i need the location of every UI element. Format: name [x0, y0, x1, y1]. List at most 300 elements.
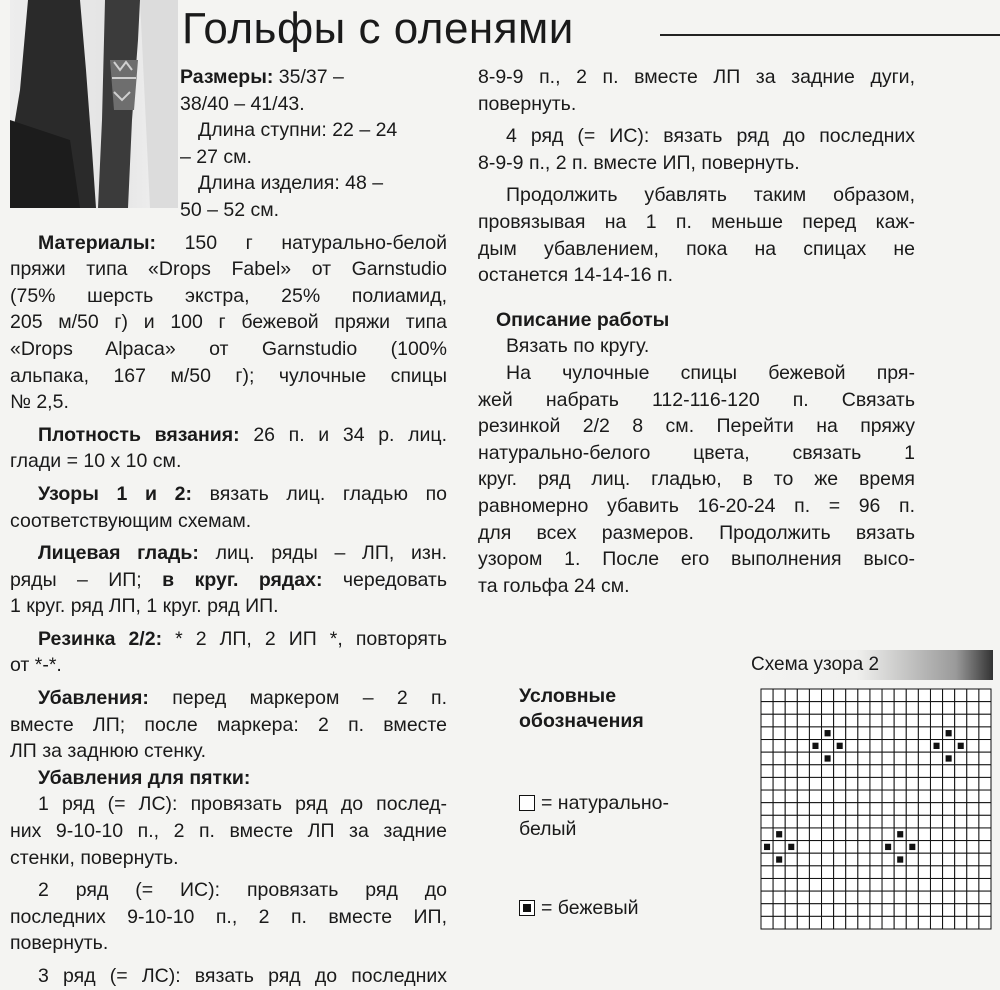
patterns-line-2: соответствующим схемам.: [10, 509, 252, 532]
grid-cell: [943, 904, 955, 917]
grid-cell: [930, 777, 942, 790]
grid-cell: [967, 828, 979, 841]
grid-cell: [930, 891, 942, 904]
grid-cell: [809, 727, 821, 740]
grid-cell: [809, 866, 821, 879]
grid-cell: [906, 878, 918, 891]
grid-cell: [858, 878, 870, 891]
grid-cell: [785, 702, 797, 715]
grid-cell: [930, 841, 942, 854]
grid-cell: [906, 828, 918, 841]
grid-cell: [785, 790, 797, 803]
grid-cell: [797, 866, 809, 879]
heel-line: 3 ряд (= ЛС): вязать ряд до последних: [38, 965, 447, 987]
grid-cell: [797, 916, 809, 929]
grid-cell: [955, 853, 967, 866]
grid-cell: [761, 904, 773, 917]
dec-line-3: ЛП за заднюю стенку.: [10, 740, 207, 763]
stockinette-line-3: 1 круг. ряд ЛП, 1 круг. ряд ИП.: [10, 595, 279, 618]
grid-cell: [906, 777, 918, 790]
stockinette-line: Лицевая гладь: лиц. ряды – ЛП, изн.: [38, 542, 448, 565]
grid-cell: [822, 702, 834, 715]
grid-cell: [979, 765, 991, 778]
grid-cell: [797, 752, 809, 765]
grid-cell: [870, 790, 882, 803]
grid-cell: [967, 878, 979, 891]
grid-cell: [955, 904, 967, 917]
grid-cell: [822, 740, 834, 753]
grid-cell: [882, 803, 894, 816]
grid-cell: [870, 765, 882, 778]
grid-cell: [834, 727, 846, 740]
left-column: [10, 64, 447, 990]
grid-cell: [906, 866, 918, 879]
grid-cell: [882, 727, 894, 740]
grid-cell: [858, 752, 870, 765]
grid-cell: [882, 714, 894, 727]
grid-cell: [870, 891, 882, 904]
grid-cell: [761, 853, 773, 866]
materials-line: (75% шерсть экстра, 25% полиамид,: [10, 284, 447, 307]
grid-cell: [858, 841, 870, 854]
grid-cell: [809, 828, 821, 841]
grid-cell: [785, 853, 797, 866]
grid-cell: [967, 765, 979, 778]
grid-cell: [773, 689, 785, 702]
grid-cell: [858, 702, 870, 715]
grid-cell: [955, 765, 967, 778]
item-length: Длина изделия: 48 –: [198, 172, 384, 195]
sizes-line: Размеры: 35/37 –: [180, 66, 344, 88]
grid-cell: [870, 777, 882, 790]
grid-cell: [809, 878, 821, 891]
grid-cell: [761, 740, 773, 753]
grid-cell: [882, 752, 894, 765]
page-title: Гольфы с оленями: [182, 4, 574, 53]
beige-stitch: [934, 743, 940, 749]
grid-cell: [906, 790, 918, 803]
grid-cell: [785, 916, 797, 929]
gauge-line: Плотность вязания: 26 п. и 34 р. лиц.: [38, 423, 447, 446]
grid-cell: [882, 878, 894, 891]
grid-cell: [797, 777, 809, 790]
grid-cell: [918, 853, 930, 866]
grid-cell: [809, 752, 821, 765]
grid-cell: [785, 815, 797, 828]
grid-cell: [858, 815, 870, 828]
grid-cell: [822, 790, 834, 803]
grid-cell: [846, 702, 858, 715]
beige-stitch: [764, 844, 770, 850]
foot-length: Длина ступни: 22 – 24: [198, 119, 398, 142]
grid-cell: [834, 689, 846, 702]
text-line: провязывая на 1 п. меньше перед каж-: [478, 210, 915, 233]
grid-cell: [967, 904, 979, 917]
grid-cell: [846, 790, 858, 803]
grid-cell: [785, 777, 797, 790]
grid-cell: [785, 765, 797, 778]
heel-line: последних 9-10-10 п., 2 п. вместе ИП,: [10, 905, 447, 928]
grid-cell: [955, 891, 967, 904]
grid-cell: [906, 714, 918, 727]
grid-cell: [846, 815, 858, 828]
grid-cell: [785, 803, 797, 816]
grid-cell: [967, 841, 979, 854]
grid-cell: [858, 866, 870, 879]
grid-cell: [906, 765, 918, 778]
grid-cell: [834, 790, 846, 803]
grid-cell: [943, 878, 955, 891]
grid-cell: [943, 916, 955, 929]
grid-cell: [797, 891, 809, 904]
grid-cell: [906, 702, 918, 715]
grid-cell: [930, 702, 942, 715]
grid-cell: [785, 714, 797, 727]
grid-cell: [930, 878, 942, 891]
grid-cell: [809, 841, 821, 854]
beige-stitch: [946, 755, 952, 761]
grid-cell: [797, 841, 809, 854]
grid-cell: [894, 790, 906, 803]
grid-cell: [943, 841, 955, 854]
grid-cell: [870, 853, 882, 866]
grid-cell: [979, 866, 991, 879]
grid-cell: [773, 752, 785, 765]
grid-cell: [906, 891, 918, 904]
scheme-label: Схема узора 2: [745, 650, 993, 680]
grid-cell: [943, 866, 955, 879]
grid-cell: [882, 828, 894, 841]
grid-cell: [967, 689, 979, 702]
grid-cell: [809, 853, 821, 866]
grid-cell: [809, 702, 821, 715]
grid-cell: [834, 702, 846, 715]
grid-cell: [943, 853, 955, 866]
grid-cell: [943, 689, 955, 702]
heel-heading: Убавления для пятки:: [38, 766, 251, 789]
grid-cell: [955, 702, 967, 715]
grid-cell: [761, 916, 773, 929]
grid-cell: [979, 904, 991, 917]
grid-cell: [773, 790, 785, 803]
grid-cell: [761, 803, 773, 816]
grid-cell: [797, 689, 809, 702]
grid-cell: [870, 904, 882, 917]
grid-cell: [906, 803, 918, 816]
grid-cell: [979, 702, 991, 715]
grid-cell: [955, 777, 967, 790]
grid-cell: [943, 777, 955, 790]
grid-cell: [906, 916, 918, 929]
grid-cell: [930, 765, 942, 778]
grid-cell: [834, 714, 846, 727]
grid-cell: [894, 841, 906, 854]
grid-cell: [809, 777, 821, 790]
grid-cell: [834, 765, 846, 778]
grid-cell: [809, 803, 821, 816]
grid-cell: [773, 891, 785, 904]
patterns-line: Узоры 1 и 2: вязать лиц. гладью по: [38, 482, 447, 505]
grid-cell: [918, 904, 930, 917]
grid-cell: [846, 714, 858, 727]
grid-cell: [858, 740, 870, 753]
grid-cell: [822, 904, 834, 917]
materials-line: № 2,5.: [10, 391, 69, 414]
grid-cell: [785, 904, 797, 917]
grid-cell: [846, 866, 858, 879]
beige-stitch: [897, 856, 903, 862]
grid-cell: [967, 740, 979, 753]
grid-cell: [858, 904, 870, 917]
grid-cell: [761, 891, 773, 904]
work-description-heading: Описание работы: [496, 308, 670, 331]
grid-cell: [979, 727, 991, 740]
work-line: Вязать по кругу.: [506, 335, 650, 358]
grid-cell: [918, 752, 930, 765]
right-column: [478, 64, 915, 599]
beige-stitch: [885, 844, 891, 850]
grid-cell: [906, 740, 918, 753]
grid-cell: [955, 790, 967, 803]
materials-line: альпака, 167 м/50 г); чулочные спицы: [10, 364, 447, 387]
grid-cell: [785, 878, 797, 891]
grid-cell: [858, 916, 870, 929]
grid-cell: [761, 878, 773, 891]
work-line: та гольфа 24 см.: [478, 574, 630, 597]
grid-cell: [870, 752, 882, 765]
grid-cell: [870, 727, 882, 740]
beige-stitch: [812, 743, 818, 749]
beige-stitch: [909, 844, 915, 850]
grid-cell: [822, 714, 834, 727]
grid-cell: [773, 740, 785, 753]
work-line: натурально-белого цвета, связать 1: [478, 441, 915, 464]
grid-cell: [773, 904, 785, 917]
beige-stitch: [946, 730, 952, 736]
title-rule: [660, 34, 1000, 36]
grid-cell: [809, 790, 821, 803]
materials-line: пряжи типа «Drops Fabel» от Garnstudio: [10, 258, 447, 281]
gauge-line-2: глади = 10 х 10 см.: [10, 450, 182, 473]
grid-cell: [858, 765, 870, 778]
grid-cell: [943, 803, 955, 816]
grid-cell: [930, 714, 942, 727]
text-line: 8-9-9 п., 2 п. вместе ИП, повернуть.: [478, 151, 800, 174]
grid-cell: [858, 828, 870, 841]
grid-cell: [943, 714, 955, 727]
grid-cell: [834, 841, 846, 854]
grid-cell: [797, 904, 809, 917]
grid-cell: [930, 727, 942, 740]
grid-cell: [930, 689, 942, 702]
grid-cell: [797, 878, 809, 891]
work-line: жей набрать 112-116-120 п. Связать: [478, 388, 915, 411]
grid-cell: [834, 853, 846, 866]
grid-cell: [967, 702, 979, 715]
heel-line: них 9-10-10 п., 2 п. вместе ЛП за задние: [10, 820, 447, 843]
grid-cell: [858, 790, 870, 803]
grid-cell: [846, 841, 858, 854]
grid-cell: [967, 777, 979, 790]
grid-cell: [761, 752, 773, 765]
grid-cell: [882, 702, 894, 715]
grid-cell: [882, 866, 894, 879]
grid-cell: [846, 689, 858, 702]
grid-cell: [882, 853, 894, 866]
grid-cell: [955, 752, 967, 765]
grid-cell: [967, 714, 979, 727]
grid-cell: [822, 878, 834, 891]
grid-cell: [834, 866, 846, 879]
grid-cell: [906, 904, 918, 917]
grid-cell: [918, 828, 930, 841]
grid-cell: [918, 702, 930, 715]
grid-cell: [955, 866, 967, 879]
beige-stitch: [958, 743, 964, 749]
grid-cell: [809, 916, 821, 929]
materials-line: Материалы: 150 г натурально-белой: [38, 231, 447, 254]
legend-title: Условные обозначения: [519, 685, 644, 732]
beige-stitch: [897, 831, 903, 837]
grid-cell: [979, 828, 991, 841]
grid-cell: [785, 689, 797, 702]
grid-cell: [822, 916, 834, 929]
grid-cell: [906, 752, 918, 765]
grid-cell: [967, 866, 979, 879]
grid-cell: [870, 828, 882, 841]
rib-line: Резинка 2/2: * 2 ЛП, 2 ИП *, повторять: [38, 627, 447, 650]
grid-cell: [894, 878, 906, 891]
grid-cell: [894, 702, 906, 715]
text-line: 4 ряд (= ИС): вязать ряд до последних: [506, 125, 915, 148]
grid-cell: [894, 777, 906, 790]
grid-cell: [967, 815, 979, 828]
grid-cell: [979, 891, 991, 904]
grid-cell: [846, 891, 858, 904]
grid-cell: [761, 777, 773, 790]
grid-cell: [930, 815, 942, 828]
grid-cell: [979, 689, 991, 702]
grid-cell: [955, 916, 967, 929]
grid-cell: [846, 828, 858, 841]
grid-cell: [918, 714, 930, 727]
heel-line: 1 ряд (= ЛС): провязать ряд до послед-: [38, 793, 447, 816]
grid-cell: [809, 714, 821, 727]
grid-cell: [797, 803, 809, 816]
grid-cell: [761, 689, 773, 702]
grid-cell: [834, 904, 846, 917]
grid-cell: [822, 891, 834, 904]
dec-line-2: вместе ЛП; после маркера: 2 п. вместе: [10, 713, 447, 736]
grid-cell: [870, 714, 882, 727]
grid-cell: [822, 689, 834, 702]
grid-cell: [918, 777, 930, 790]
grid-cell: [773, 702, 785, 715]
grid-cell: [930, 916, 942, 929]
grid-cell: [918, 841, 930, 854]
beige-stitch: [776, 831, 782, 837]
grid-cell: [870, 803, 882, 816]
grid-cell: [882, 815, 894, 828]
grid-cell: [918, 878, 930, 891]
heel-line: 2 ряд (= ИС): провязать ряд до: [38, 879, 447, 902]
grid-cell: [822, 777, 834, 790]
grid-cell: [809, 815, 821, 828]
grid-cell: [930, 866, 942, 879]
grid-cell: [870, 841, 882, 854]
grid-cell: [858, 689, 870, 702]
grid-cell: [822, 815, 834, 828]
grid-cell: [930, 752, 942, 765]
grid-cell: [858, 727, 870, 740]
grid-cell: [846, 740, 858, 753]
grid-cell: [943, 891, 955, 904]
grid-cell: [858, 853, 870, 866]
grid-cell: [882, 790, 894, 803]
grid-cell: [761, 702, 773, 715]
text-line: Продолжить убавлять таким образом,: [506, 184, 915, 207]
grid-cell: [918, 689, 930, 702]
grid-cell: [834, 803, 846, 816]
grid-cell: [822, 828, 834, 841]
grid-cell: [930, 853, 942, 866]
text-line: останется 14-14-16 п.: [478, 264, 674, 287]
grid-cell: [943, 740, 955, 753]
empty-square-icon: [519, 795, 535, 811]
grid-cell: [894, 689, 906, 702]
text-line: 8-9-9 п., 2 п. вместе ЛП за задние дуги,: [478, 66, 915, 88]
grid-cell: [906, 853, 918, 866]
filled-square-icon: [519, 900, 535, 916]
grid-cell: [894, 891, 906, 904]
grid-cell: [882, 916, 894, 929]
grid-cell: [930, 790, 942, 803]
heel-line: стенки, повернуть.: [10, 846, 179, 869]
legend-beige: = бежевый: [519, 895, 639, 921]
grid-cell: [846, 878, 858, 891]
grid-cell: [761, 714, 773, 727]
grid-cell: [894, 752, 906, 765]
grid-cell: [773, 878, 785, 891]
grid-cell: [918, 765, 930, 778]
grid-cell: [943, 765, 955, 778]
grid-cell: [894, 740, 906, 753]
grid-cell: [785, 727, 797, 740]
grid-cell: [918, 740, 930, 753]
grid-cell: [834, 891, 846, 904]
grid-cell: [761, 866, 773, 879]
grid-cell: [785, 740, 797, 753]
grid-cell: [979, 853, 991, 866]
grid-cell: [918, 891, 930, 904]
pattern-chart: [760, 688, 992, 930]
grid-cell: [834, 916, 846, 929]
grid-cell: [967, 752, 979, 765]
grid-cell: [955, 803, 967, 816]
materials-line: 205 м/50 г) и 100 г бежевой пряжи типа: [10, 311, 447, 334]
grid-cell: [894, 765, 906, 778]
grid-cell: [773, 815, 785, 828]
grid-cell: [979, 777, 991, 790]
work-line: резинкой 2/2 8 см. Перейти на пряжу: [478, 415, 915, 438]
work-line: На чулочные спицы бежевой пря-: [506, 361, 915, 384]
grid-cell: [894, 916, 906, 929]
grid-cell: [773, 841, 785, 854]
beige-stitch: [825, 730, 831, 736]
grid-cell: [870, 702, 882, 715]
item-length-2: 50 – 52 см.: [180, 198, 280, 221]
grid-cell: [822, 765, 834, 778]
